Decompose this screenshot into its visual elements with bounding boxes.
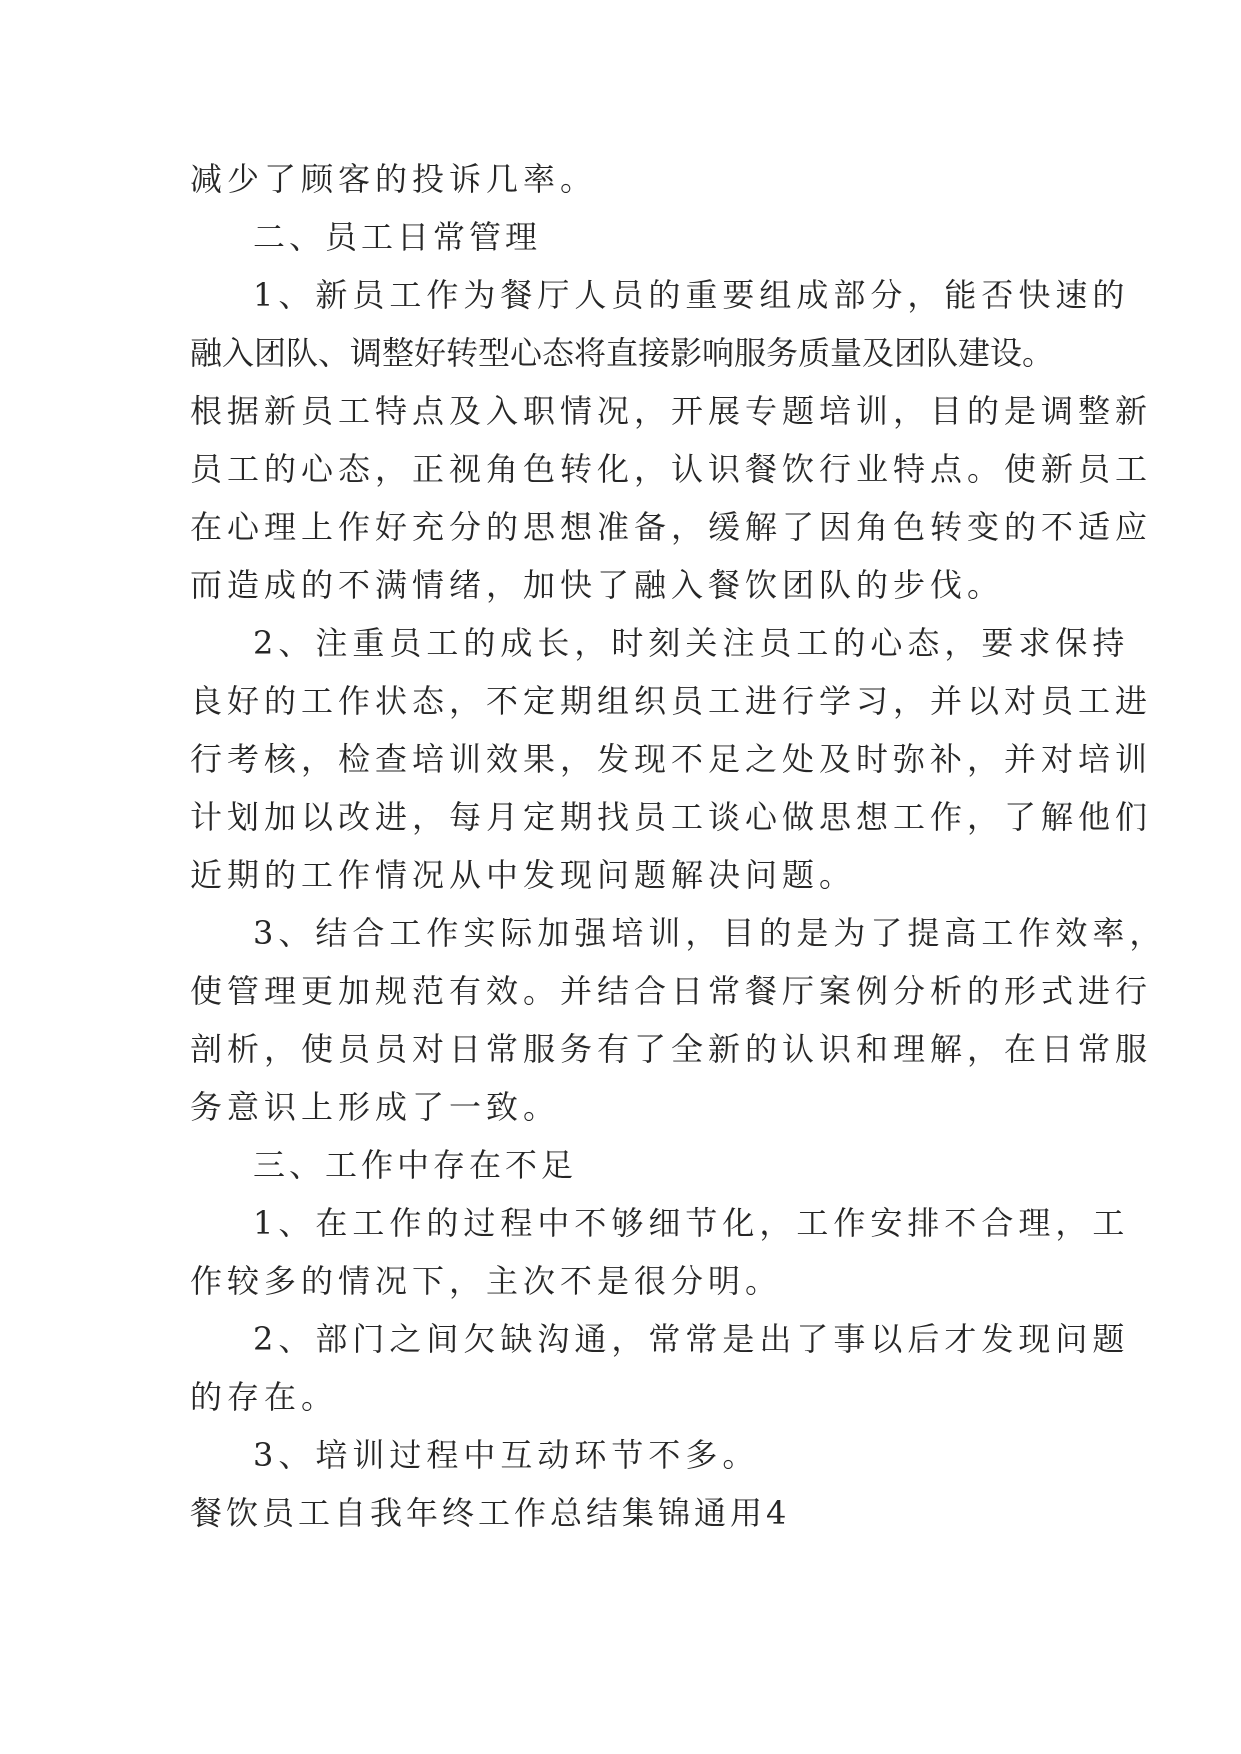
text-line: 的存在。 xyxy=(190,1378,339,1416)
text-line: 1、在工作的过程中不够细节化，工作安排不合理，工 xyxy=(253,1204,1130,1242)
text-line: 3、培训过程中互动环节不多。 xyxy=(253,1436,760,1474)
document-title: 餐饮员工自我年终工作总结集锦通用4 xyxy=(190,1494,791,1532)
section-heading: 三、工作中存在不足 xyxy=(253,1146,578,1184)
text-line: 近期的工作情况从中发现问题解决问题。 xyxy=(190,856,857,894)
text-line: 而造成的不满情绪，加快了融入餐饮团队的步伐。 xyxy=(190,566,1005,604)
section-heading: 二、员工日常管理 xyxy=(253,218,542,256)
text-line: 1、新员工作为餐厅人员的重要组成部分，能否快速的 xyxy=(253,276,1130,314)
text-line: 作较多的情况下，主次不是很分明。 xyxy=(190,1262,783,1300)
text-line: 3、结合工作实际加强培训，目的是为了提高工作效率， xyxy=(253,914,1167,952)
text-line: 行考核，检查培训效果，发现不足之处及时弥补，并对培训 xyxy=(190,740,1153,778)
text-line: 剖析，使员员对日常服务有了全新的认识和理解，在日常服 xyxy=(190,1030,1153,1068)
text-line: 使管理更加规范有效。并结合日常餐厅案例分析的形式进行 xyxy=(190,972,1153,1010)
text-line: 员工的心态，正视角色转化，认识餐饮行业特点。使新员工 xyxy=(190,450,1153,488)
text-line: 在心理上作好充分的思想准备，缓解了因角色转变的不适应 xyxy=(190,508,1153,546)
text-line: 减少了顾客的投诉几率。 xyxy=(190,160,598,198)
text-line: 2、注重员工的成长，时刻关注员工的心态，要求保持 xyxy=(253,624,1130,662)
text-line: 良好的工作状态，不定期组织员工进行学习，并以对员工进 xyxy=(190,682,1153,720)
text-line: 根据新员工特点及入职情况，开展专题培训，目的是调整新 xyxy=(190,392,1153,430)
text-line: 2、部门之间欠缺沟通，常常是出了事以后才发现问题 xyxy=(253,1320,1130,1358)
text-line: 计划加以改进，每月定期找员工谈心做思想工作，了解他们 xyxy=(190,798,1153,836)
text-line: 务意识上形成了一致。 xyxy=(190,1088,561,1126)
text-line: 融入团队、调整好转型心态将直接影响服务质量及团队建设。 xyxy=(190,334,1055,372)
